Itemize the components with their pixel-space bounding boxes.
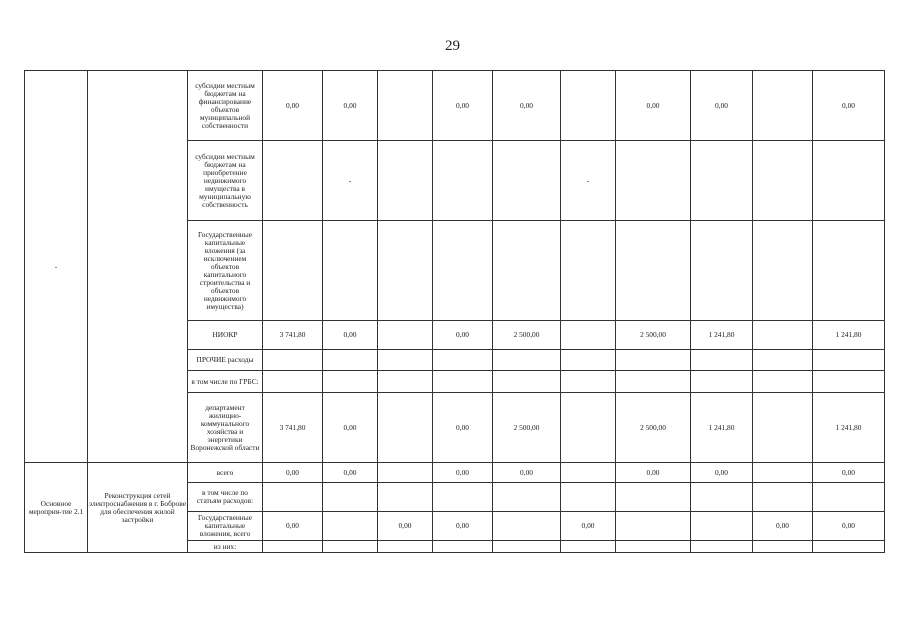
value-cell: 2 500,00 (493, 393, 561, 463)
value-cell (561, 483, 616, 512)
value-cell (561, 371, 616, 393)
value-cell (493, 512, 561, 541)
value-cell (813, 350, 885, 371)
value-cell: 0,00 (323, 321, 378, 350)
value-cell (378, 483, 433, 512)
value-cell (753, 393, 813, 463)
value-cell (378, 541, 433, 553)
value-cell (561, 71, 616, 141)
value-cell (561, 221, 616, 321)
budget-table (24, 70, 885, 553)
row-label: в том числе по ГРБС: (188, 371, 263, 393)
value-cell: 0,00 (493, 71, 561, 141)
value-cell (493, 541, 561, 553)
value-cell: 0,00 (813, 512, 885, 541)
value-cell (323, 350, 378, 371)
value-cell: 3 741,80 (263, 393, 323, 463)
event-title-cell: Основное мероприя-тие 2.1 (25, 463, 88, 553)
value-cell (691, 221, 753, 321)
value-cell (691, 141, 753, 221)
value-cell (813, 541, 885, 553)
value-cell (813, 483, 885, 512)
value-cell (561, 321, 616, 350)
value-cell: 3 741,80 (263, 321, 323, 350)
value-cell (433, 141, 493, 221)
value-cell: 0,00 (433, 463, 493, 483)
row-label: Государственные капитальные вложения, всего (188, 512, 263, 541)
value-cell (378, 463, 433, 483)
value-cell (378, 71, 433, 141)
event-title-cell: - (25, 71, 88, 463)
value-cell (263, 371, 323, 393)
value-cell: 0,00 (616, 71, 691, 141)
row-label: ПРОЧИЕ расходы (188, 350, 263, 371)
value-cell (323, 541, 378, 553)
value-cell (433, 350, 493, 371)
page-number: 29 (445, 38, 460, 54)
value-cell: 2 500,00 (616, 393, 691, 463)
value-cell: 0,00 (753, 512, 813, 541)
row-label: НИОКР (188, 321, 263, 350)
value-cell: - (561, 141, 616, 221)
value-cell: 1 241,80 (813, 321, 885, 350)
value-cell: 0,00 (813, 71, 885, 141)
value-cell: 0,00 (691, 463, 753, 483)
value-cell (433, 371, 493, 393)
value-cell (433, 541, 493, 553)
value-cell: 0,00 (561, 512, 616, 541)
value-cell (616, 371, 691, 393)
value-cell (378, 221, 433, 321)
value-cell (561, 463, 616, 483)
value-cell: 0,00 (433, 393, 493, 463)
value-cell: 0,00 (691, 71, 753, 141)
value-cell (433, 221, 493, 321)
row-label: всего (188, 463, 263, 483)
value-cell (323, 371, 378, 393)
value-cell: 0,00 (433, 512, 493, 541)
value-cell (493, 141, 561, 221)
table-row (25, 71, 885, 141)
value-cell: 0,00 (263, 463, 323, 483)
value-cell (753, 321, 813, 350)
value-cell (323, 512, 378, 541)
value-cell (493, 371, 561, 393)
value-cell: 0,00 (813, 463, 885, 483)
value-cell (378, 350, 433, 371)
value-cell (493, 483, 561, 512)
value-cell (691, 512, 753, 541)
value-cell (433, 483, 493, 512)
value-cell (753, 71, 813, 141)
event-name-cell (88, 71, 188, 463)
value-cell: - (323, 141, 378, 221)
value-cell (753, 141, 813, 221)
row-label: субсидии местным бюджетам на финансирование объектов муниципальной собственности (188, 71, 263, 141)
value-cell (616, 512, 691, 541)
value-cell (753, 350, 813, 371)
value-cell: 0,00 (616, 463, 691, 483)
value-cell: 0,00 (323, 393, 378, 463)
row-label: департамент жилищно-коммунального хозяйства и энергетики Воронежской области (188, 393, 263, 463)
value-cell: 0,00 (433, 321, 493, 350)
value-cell (378, 371, 433, 393)
value-cell (691, 371, 753, 393)
value-cell (813, 371, 885, 393)
value-cell: 1 241,80 (813, 393, 885, 463)
value-cell (323, 221, 378, 321)
value-cell (263, 141, 323, 221)
table-row (25, 463, 885, 483)
value-cell (561, 350, 616, 371)
value-cell (263, 541, 323, 553)
value-cell: 0,00 (323, 463, 378, 483)
value-cell: 0,00 (323, 71, 378, 141)
value-cell: 1 241,80 (691, 321, 753, 350)
value-cell (691, 483, 753, 512)
value-cell (813, 141, 885, 221)
value-cell: 0,00 (263, 71, 323, 141)
value-cell (263, 483, 323, 512)
value-cell (813, 221, 885, 321)
value-cell: 1 241,80 (691, 393, 753, 463)
value-cell: 0,00 (493, 463, 561, 483)
value-cell (616, 141, 691, 221)
value-cell: 0,00 (378, 512, 433, 541)
value-cell (753, 541, 813, 553)
value-cell (753, 483, 813, 512)
value-cell (691, 350, 753, 371)
value-cell (378, 393, 433, 463)
value-cell (753, 371, 813, 393)
value-cell (691, 541, 753, 553)
value-cell (561, 393, 616, 463)
value-cell: 0,00 (433, 71, 493, 141)
value-cell (616, 541, 691, 553)
row-label: из них: (188, 541, 263, 553)
value-cell (323, 483, 378, 512)
value-cell (753, 463, 813, 483)
value-cell: 0,00 (263, 512, 323, 541)
value-cell (493, 221, 561, 321)
value-cell (616, 483, 691, 512)
value-cell (753, 221, 813, 321)
event-name-cell: Реконструкция сетей электроснабжения в г. Боброве для обеспечения жилой застройки (88, 463, 188, 553)
value-cell (378, 141, 433, 221)
value-cell (263, 350, 323, 371)
value-cell (561, 541, 616, 553)
value-cell (493, 350, 561, 371)
value-cell (616, 350, 691, 371)
row-label: субсидии местным бюджетам на приобретение недвижимого имущества в муниципальную собственность (188, 141, 263, 221)
value-cell: 2 500,00 (493, 321, 561, 350)
value-cell (378, 321, 433, 350)
value-cell: 2 500,00 (616, 321, 691, 350)
row-label: в том числе по статьям расходов: (188, 483, 263, 512)
value-cell (263, 221, 323, 321)
value-cell (616, 221, 691, 321)
row-label: Государственные капитальные вложения (за исключением объектов капитального строительства и объектов недвижимого имущества) (188, 221, 263, 321)
